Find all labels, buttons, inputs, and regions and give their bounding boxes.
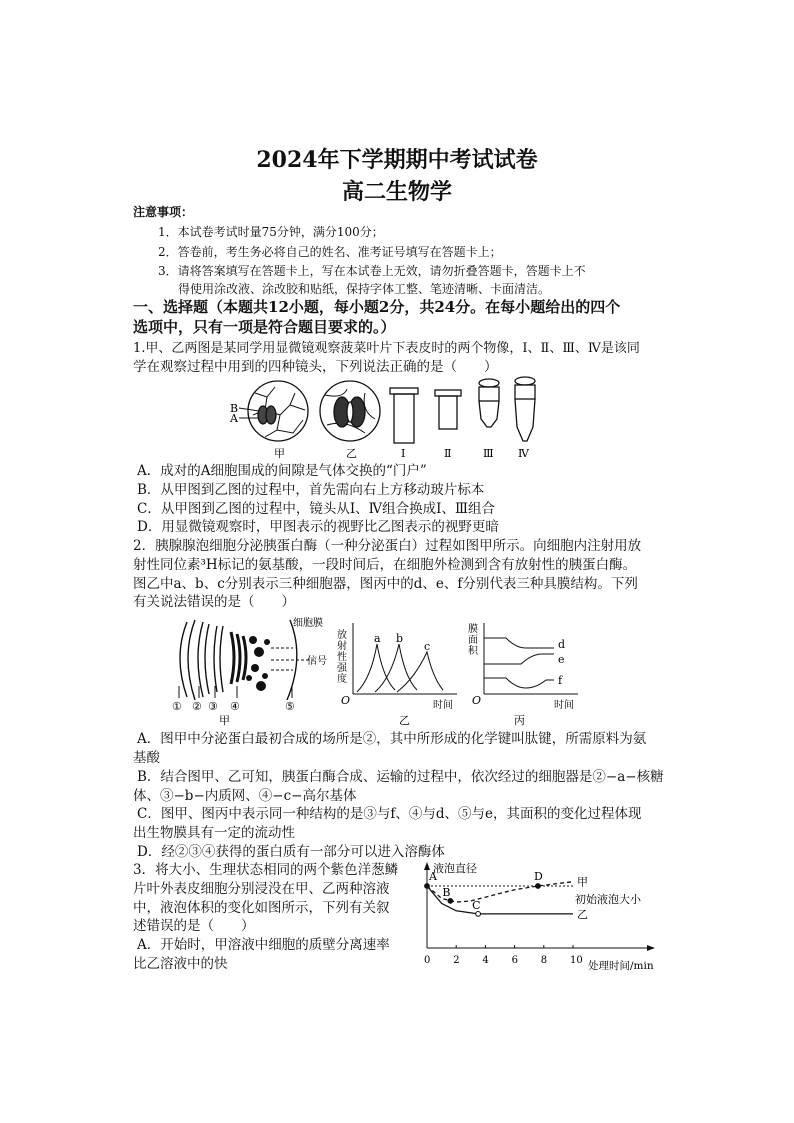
caption: Ⅱ bbox=[444, 447, 452, 460]
q2-option-c: C．图甲、图丙中表示同一种结构的是③与f、④与d、⑤与e，其面积的变化过程体现 bbox=[137, 806, 642, 822]
q2-chart-bing bbox=[466, 618, 596, 728]
structure-number: ② bbox=[192, 700, 202, 713]
structure-number: ④ bbox=[230, 700, 240, 713]
membrane-label: 细胞膜 bbox=[293, 618, 323, 629]
point-label: C bbox=[472, 898, 481, 912]
label-b: B bbox=[230, 402, 239, 415]
q2-stem: 射性同位素³H标记的氨基酸，一段时间后，在细胞外检测到含有放射性的胰蛋白酶。 bbox=[133, 557, 637, 573]
microscope-view-yi bbox=[320, 381, 380, 441]
peak-c bbox=[397, 652, 443, 692]
x-tick-label: 4 bbox=[482, 955, 489, 966]
caption: Ⅰ bbox=[401, 447, 406, 460]
series-label: 乙 bbox=[577, 907, 588, 921]
q2-stem: 有关说法错误的是（ ） bbox=[133, 594, 295, 610]
q3-option-a-cont: 比乙溶液中的快 bbox=[133, 956, 228, 972]
signal-label: 信号 bbox=[307, 656, 327, 667]
note-item: 2．答卷前，考生务必将自己的姓名、准考证号填写在答题卡上； bbox=[158, 245, 502, 259]
q2-option-a-cont: 基酸 bbox=[133, 750, 160, 766]
point-marker bbox=[476, 912, 481, 917]
q3-stem: 述错误的是（ ） bbox=[133, 918, 255, 934]
point-label: A bbox=[429, 870, 437, 883]
origin: O bbox=[341, 694, 351, 707]
series-label: 甲 bbox=[577, 875, 588, 889]
x-tick-label: 6 bbox=[511, 955, 518, 966]
line-e bbox=[484, 654, 554, 664]
q1-stem: 1.甲、乙两图是某同学用显微镜观察菠菜叶片下表皮时的两个物像，Ⅰ、Ⅱ、Ⅲ、Ⅳ是该同 bbox=[133, 341, 640, 356]
caption: Ⅲ bbox=[483, 447, 494, 460]
caption: Ⅳ bbox=[518, 447, 529, 460]
q1-option-b: B．从甲图到乙图的过程中，首先需向右上方移动玻片标本 bbox=[137, 482, 485, 498]
label-a: A bbox=[230, 412, 238, 425]
notes-heading: 注意事项： bbox=[133, 205, 194, 219]
structure-number: ① bbox=[172, 700, 182, 713]
note-item: 得使用涂改液、涂改胶和贴纸，保持字体工整、笔迹清晰、卡面清洁。 bbox=[178, 282, 551, 296]
caption: 丙 bbox=[514, 714, 525, 727]
q2-option-b: B．结合图甲、乙可知，胰蛋白酶合成、运输的过程中，依次经过的细胞器是②−a−核糖 bbox=[137, 769, 664, 785]
line-label: f bbox=[558, 674, 563, 687]
caption: 乙 bbox=[346, 447, 357, 460]
q2-stem: 2．胰腺腺泡细胞分泌胰蛋白酶（一种分泌蛋白）过程如图甲所示。向细胞内注射用放 bbox=[133, 538, 642, 554]
peak-label: c bbox=[424, 640, 431, 653]
point-marker bbox=[448, 898, 453, 903]
x-label: 时间 bbox=[554, 700, 574, 711]
y-axis-arrow bbox=[424, 862, 430, 870]
y-label: 放射性强度 bbox=[337, 630, 347, 685]
q1-option-d: D．用显微镜观察时，甲图表示的视野比乙图表示的视野更暗 bbox=[137, 519, 499, 535]
origin: O bbox=[472, 694, 482, 707]
objective-lens bbox=[479, 377, 535, 441]
line-f bbox=[484, 678, 554, 688]
q2-option-b-cont: 体、③−b−内质网、④−c−高尔基体 bbox=[133, 788, 357, 804]
point-marker bbox=[425, 884, 430, 889]
q3-stem: 中，液泡体积的变化如图所示，下列有关叙 bbox=[133, 900, 390, 916]
x-label: 时间 bbox=[433, 700, 453, 711]
microscope-view-jia bbox=[239, 381, 308, 441]
q1-option-a: A．成对的A细胞围成的间隙是气体交换的“门户” bbox=[137, 463, 427, 479]
y-label: 膜面积 bbox=[468, 624, 478, 657]
caption: 乙 bbox=[399, 714, 410, 727]
note-item: 1．本试卷考试时量75分钟，满分100分； bbox=[158, 225, 384, 239]
q2-option-a: A．图甲中分泌蛋白最初合成的场所是②，其中所形成的化学键叫肽键，所需原料为氨 bbox=[137, 731, 647, 747]
q3-chart bbox=[415, 860, 675, 978]
point-label: D bbox=[533, 870, 543, 883]
line-label: d bbox=[558, 638, 566, 651]
exam-subtitle: 高二生物学 bbox=[341, 179, 452, 205]
reference-label: 初始液泡大小 bbox=[575, 893, 641, 906]
peak-label: a bbox=[374, 632, 381, 645]
line-label: e bbox=[558, 653, 565, 666]
x-axis-arrow bbox=[647, 945, 655, 951]
q2-chart-yi bbox=[335, 618, 465, 728]
x-label: 处理时间/min bbox=[588, 960, 654, 972]
section-heading-cont: 选项中，只有一项是符合题目要求的。） bbox=[133, 318, 396, 336]
peak-label: b bbox=[396, 632, 404, 645]
q2-stem: 图乙中a、b、c分别表示三种细胞器，图丙中的d、e、f分别代表三种具膜结构。下列 bbox=[133, 576, 638, 592]
caption: 甲 bbox=[219, 714, 230, 727]
caption: 甲 bbox=[274, 447, 285, 460]
q1-stem: 学在观察过程中用到的四种镜头，下列说法正确的是（ ） bbox=[133, 359, 498, 375]
x-tick-label: 0 bbox=[424, 955, 431, 966]
eyepiece-lens bbox=[390, 388, 461, 443]
x-tick-label: 8 bbox=[540, 955, 548, 966]
note-item: 3．请将答案填写在答题卡上，写在本试卷上无效，请勿折叠答题卡，答题卡上不 bbox=[158, 264, 586, 278]
peak-b bbox=[375, 644, 417, 692]
q3-stem: 片叶外表皮细胞分别浸没在甲、乙两种溶液 bbox=[133, 881, 390, 897]
peak-a bbox=[357, 644, 395, 692]
y-label: 液泡直径 bbox=[433, 862, 477, 875]
q2-option-d: D．经②③④获得的蛋白质有一部分可以进入溶酶体 bbox=[137, 844, 445, 860]
q1-figure bbox=[225, 375, 545, 463]
point-marker bbox=[536, 884, 541, 889]
structure-number: ③ bbox=[208, 700, 218, 713]
point-label: B bbox=[442, 885, 451, 899]
line-d bbox=[484, 638, 554, 648]
q1-option-c: C．从甲图到乙图的过程中，镜头从Ⅰ、Ⅳ组合换成Ⅰ、Ⅲ组合 bbox=[137, 501, 495, 517]
q3-option-a: A．开始时，甲溶液中细胞的质壁分离速率 bbox=[137, 937, 390, 953]
section-heading: 一、选择题（本题共12小题，每小题2分，共24分。在每小题给出的四个 bbox=[133, 298, 621, 316]
exam-title: 2024年下学期期中考试试卷 bbox=[256, 147, 538, 173]
q2-figure-jia bbox=[165, 612, 330, 730]
q2-option-c-cont: 出生物膜具有一定的流动性 bbox=[133, 825, 295, 841]
q3-stem: 3．将大小、生理状态相同的两个紫色洋葱鳞 bbox=[133, 862, 399, 878]
structure-number: ⑤ bbox=[285, 700, 295, 713]
x-tick-label: 10 bbox=[570, 955, 583, 966]
x-tick-label: 2 bbox=[453, 955, 460, 966]
